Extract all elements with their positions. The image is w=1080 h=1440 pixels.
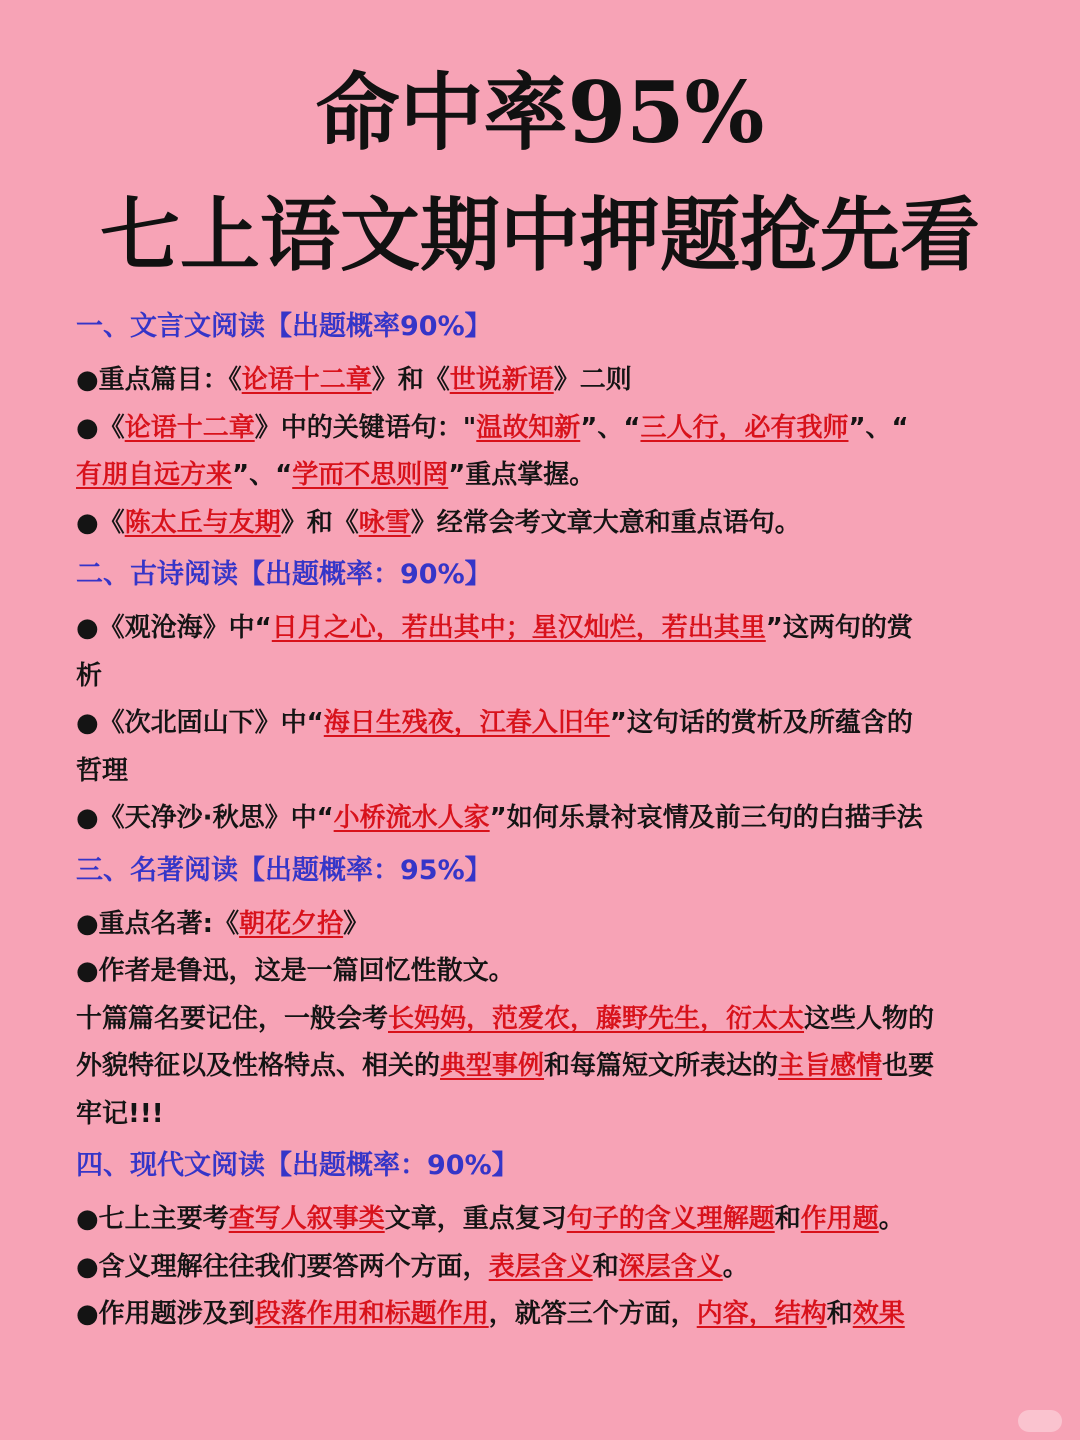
highlight: 内容，结构 bbox=[696, 1299, 827, 1329]
bullet-line: ●作者是鲁迅，这是一篇回忆性散文。 bbox=[76, 956, 515, 986]
text-line: 十篇篇名要记住，一般会考长妈妈，范爱农，藤野先生，衍太太这些人物的 bbox=[76, 1003, 935, 1034]
highlight: 咏雪 bbox=[358, 507, 411, 538]
highlight: 深层含义 bbox=[618, 1251, 723, 1282]
highlight: 世说新语 bbox=[449, 365, 554, 395]
bullet-line: ●《天净沙·秋思》中“小桥流水人家”如何乐景衬哀情及前三句的白描手法 bbox=[76, 803, 923, 833]
bullet-line: ●《论语十二章》中的关键语句："温故知新”、“三人行，必有我师”、“ bbox=[76, 412, 909, 443]
content bbox=[76, 303, 1001, 1339]
highlight: 海日生残夜，江春入旧年 bbox=[323, 708, 610, 738]
text-line: 外貌特征以及性格特点、相关的典型事例和每篇短文所表达的主旨感情也要 bbox=[76, 1051, 935, 1081]
highlight: 句子的含义理解题 bbox=[566, 1204, 775, 1234]
bullet-line: ●重点名著:《朝花夕拾》 bbox=[76, 908, 370, 939]
bullet-line: ●作用题涉及到段落作用和标题作用，就答三个方面，内容，结构和效果 bbox=[76, 1299, 905, 1329]
highlight: 效果 bbox=[852, 1299, 905, 1329]
highlight: 朝花夕拾 bbox=[239, 908, 344, 939]
highlight: 表层含义 bbox=[488, 1251, 593, 1282]
bullet-line: ●含义理解往往我们要答两个方面，表层含义和深层含义。 bbox=[76, 1251, 749, 1282]
text-line: 有朋自远方来”、“学而不思则罔”重点掌握。 bbox=[76, 460, 596, 490]
section-heading-modern-reading: 四、现代文阅读【出题概率：90%】 bbox=[76, 1150, 519, 1181]
highlight: 三人行，必有我师 bbox=[640, 412, 849, 443]
highlight: 陈太丘与友期 bbox=[124, 507, 281, 538]
highlight: 学而不思则罔 bbox=[292, 460, 449, 490]
highlight: 长妈妈，范爱农，藤野先生，衍太太 bbox=[388, 1003, 805, 1034]
bullet-line: ●七上主要考查写人叙事类文章，重点复习句子的含义理解题和作用题。 bbox=[76, 1204, 905, 1234]
text-line: 牢记!!! bbox=[76, 1098, 164, 1129]
section-heading-poetry: 二、古诗阅读【出题概率：90%】 bbox=[76, 559, 492, 590]
highlight: 有朋自远方来 bbox=[76, 460, 233, 490]
highlight: 作用题 bbox=[800, 1204, 879, 1234]
highlight: 论语十二章 bbox=[241, 365, 372, 395]
bullet-line: ●重点篇目：《论语十二章》和《世说新语》二则 bbox=[76, 365, 632, 395]
highlight: 段落作用和标题作用 bbox=[254, 1299, 489, 1329]
text-line: 哲理 bbox=[76, 755, 129, 786]
text-line: 析 bbox=[76, 660, 103, 691]
section-heading-classics: 三、名著阅读【出题概率：95%】 bbox=[76, 854, 492, 886]
highlight: 查写人叙事类 bbox=[228, 1204, 385, 1234]
bullet-line: ●《观沧海》中“日月之心，若出其中；星汉灿烂，若出其里”这两句的赏 bbox=[76, 613, 913, 643]
highlight: 日月之心，若出其中；星汉灿烂，若出其里 bbox=[271, 613, 766, 643]
bullet-line: ●《陈太丘与友期》和《咏雪》经常会考文章大意和重点语句。 bbox=[76, 507, 801, 538]
section-heading-classical-chinese: 一、文言文阅读【出题概率90%】 bbox=[76, 311, 492, 342]
highlight: 典型事例 bbox=[440, 1051, 545, 1081]
title-line-2: 七上语文期中押题抢先看 bbox=[100, 188, 980, 282]
highlight: 温故知新 bbox=[476, 412, 581, 443]
bullet-line: ●《次北固山下》中“海日生残夜，江春入旧年”这句话的赏析及所蕴含的 bbox=[76, 708, 913, 738]
watermark bbox=[1018, 1410, 1062, 1432]
highlight: 小桥流水人家 bbox=[333, 803, 490, 833]
title-line-1: 命中率95% bbox=[315, 63, 765, 162]
highlight: 论语十二章 bbox=[124, 412, 255, 443]
highlight: 主旨感情 bbox=[778, 1051, 883, 1081]
